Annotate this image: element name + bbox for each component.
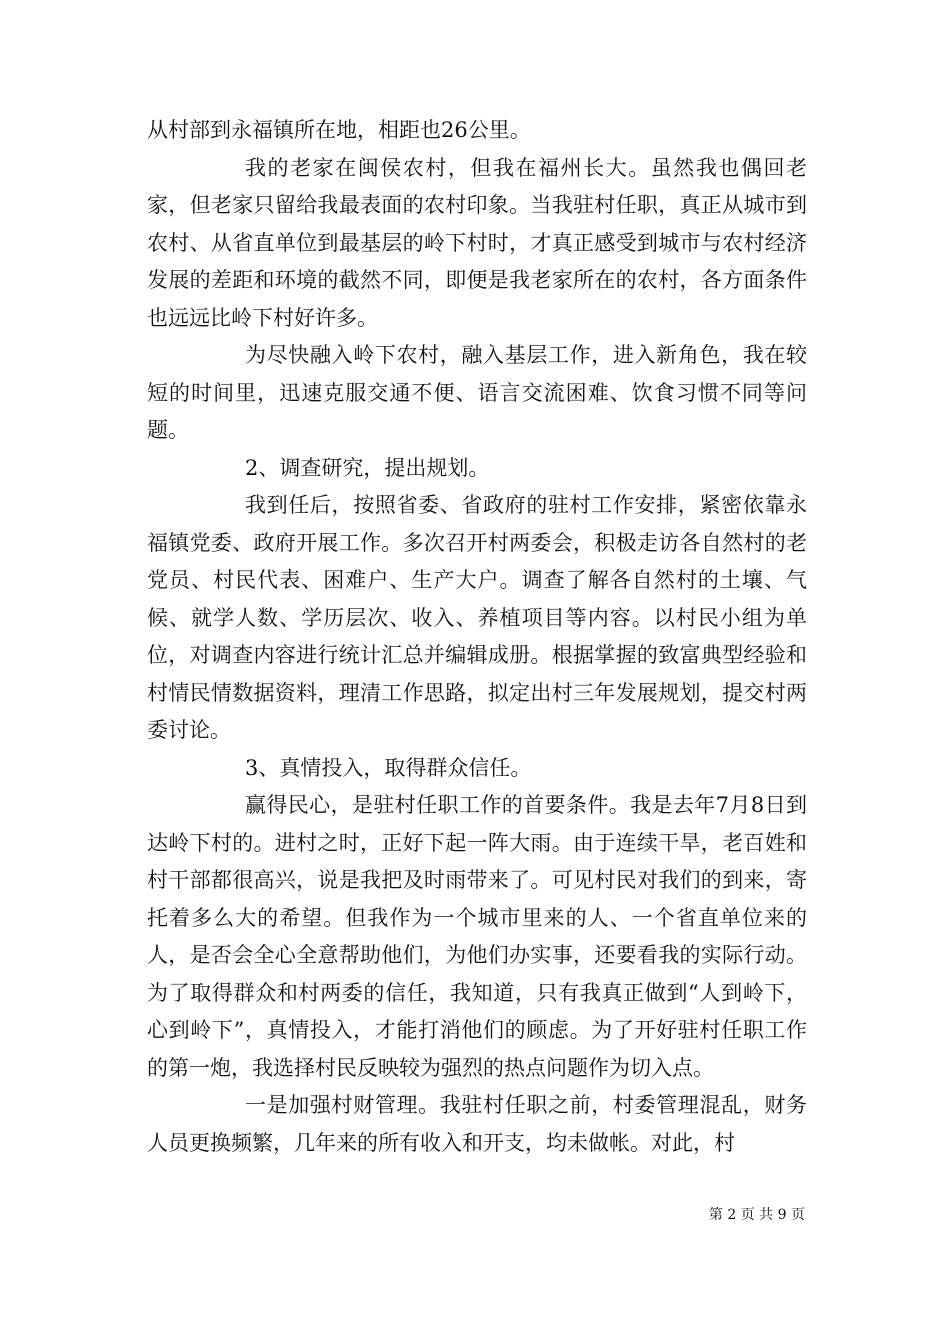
paragraph-finance: 一是加强村财管理。我驻村任职之前，村委管理混乱，财务人员更换频繁，几年来的所有收入和开支，均未做帐。对此，村 bbox=[147, 1093, 807, 1155]
section-heading-trust: 3、真情投入，取得群众信任。 bbox=[245, 755, 532, 780]
page-number-footer: 第 2 页 共 9 页 bbox=[708, 1207, 805, 1223]
paragraph-continuation: 从村部到永福镇所在地，相距也26公里。 bbox=[147, 118, 531, 142]
body-text bbox=[147, 112, 807, 1162]
paragraph-research: 我到任后，按照省委、省政府的驻村工作安排，紧密依靠永福镇党委、政府开展工作。多次召开村两委会，积极走访各自然村的老党员、村民代表、困难户、生产大户。调查了解各自然村的土壤、气候、就学人数、学历层次、收入、养植项目等内容。以村民小组为单位，对调查内容进行统计汇总并编辑成册。根据掌握的致富典型经验和村情民情数据资料，理清工作思路，拟定出村三年发展规划，提交村两委讨论。 bbox=[147, 493, 807, 742]
paragraph-adaptation: 为尽快融入岭下农村，融入基层工作，进入新角色，我在较短的时间里，迅速克服交通不便、语言交流困难、饮食习惯不同等问题。 bbox=[147, 343, 807, 442]
section-heading-research: 2、调查研究，提出规划。 bbox=[245, 455, 490, 480]
paragraph-trust: 赢得民心，是驻村任职工作的首要条件。我是去年7月8日到达岭下村的。进村之时，正好下起一阵大雨。由于连续干旱，老百姓和村干部都很高兴，说是我把及时雨带来了。可见村民对我们的到来，寄托着多么大的希望。但我作为一个城市里来的人、一个省直单位来的人，是否会全心全意帮助他们，为他们办实事，还要看我的实际行动。为了取得群众和村两委的信任，我知道，只有我真正做到“人到岭下，心到岭下”，真情投入，才能打消他们的顾虑。为了开好驻村任职工作的第一炮，我选择村民反映较为强烈的热点问题作为切入点。 bbox=[147, 793, 807, 1080]
paragraph-hometown: 我的老家在闽侯农村，但我在福州长大。虽然我也偶回老家，但老家只留给我最表面的农村印象。当我驻村任职，真正从城市到农村、从省直单位到最基层的岭下村时，才真正感受到城市与农村经济发展的差距和环境的截然不同，即便是我老家所在的农村，各方面条件也远远比岭下村好许多。 bbox=[147, 155, 807, 330]
